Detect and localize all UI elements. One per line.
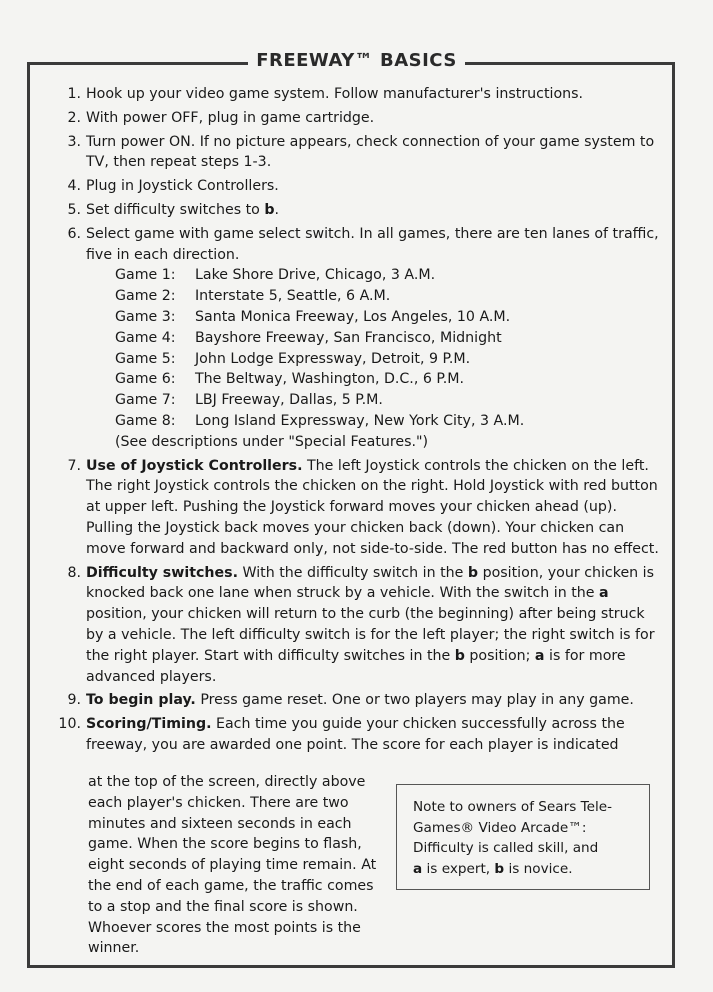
step-number: 6.	[67, 225, 81, 242]
note-line: a is expert, b is novice.	[413, 860, 573, 877]
step-text: Set difficulty switches to b.	[86, 201, 280, 218]
step-2	[60, 108, 660, 129]
step-7	[60, 456, 660, 560]
game-row: Game 8: Long Island Expressway, New York City, 3 A.M.	[115, 412, 525, 429]
step-text: Difficulty switches. With the difficulty switch in the b position, your chicken is knocked back one lane when struck by a vehicle. With the switch in the a position, your chicken will return to the curb (the beginning) after being struck by a vehicle. The left difficulty switch is for the left player; the right switch is for the right player. Start with difficulty switches in the b position; a is for more advanced players.	[86, 564, 655, 685]
page-title: FREEWAY™ BASICS	[248, 48, 465, 74]
steps-list	[60, 84, 660, 759]
game-row: Game 5: John Lodge Expressway, Detroit, 9 P.M.	[115, 350, 471, 367]
step-number: 10.	[58, 716, 81, 733]
step-number: 4.	[67, 178, 81, 195]
step-10	[60, 714, 660, 756]
step-number: 7.	[67, 457, 81, 474]
step-text: Turn power ON. If no picture appears, check connection of your game system to TV, then repeat steps 1-3.	[86, 133, 655, 171]
step-5	[60, 200, 660, 221]
step-number: 5.	[67, 201, 81, 218]
step-4	[60, 176, 660, 197]
title-bar	[0, 48, 713, 74]
step-text: With power OFF, plug in game cartridge.	[86, 109, 375, 126]
step-3	[60, 132, 660, 174]
step-1	[60, 84, 660, 105]
game-row: Game 2: Interstate 5, Seattle, 6 A.M.	[115, 288, 391, 305]
game-row: Game 3: Santa Monica Freeway, Los Angeles, 10 A.M.	[115, 308, 511, 325]
sears-note-box	[396, 784, 650, 890]
step-number: 9.	[67, 692, 81, 709]
step-9	[60, 690, 660, 711]
step-text: Scoring/Timing. Each time you guide your chicken successfully across the freeway, you are awarded one point. The score for each player is indicated	[86, 716, 625, 753]
step-number: 3.	[67, 133, 81, 150]
step-number: 8.	[67, 564, 81, 581]
game-row: Game 4: Bayshore Freeway, San Francisco, Midnight	[115, 329, 502, 346]
game-row: Game 1: Lake Shore Drive, Chicago, 3 A.M.	[115, 267, 436, 284]
step-number: 1.	[67, 86, 81, 102]
games-list	[86, 265, 660, 452]
step-text: Plug in Joystick Controllers.	[86, 178, 279, 195]
note-line: Note to owners of Sears Tele-Games® Video Arcade™:	[413, 799, 613, 836]
step-text: Hook up your video game system. Follow manufacturer's instructions.	[86, 86, 584, 102]
games-note: (See descriptions under "Special Features.")	[115, 433, 429, 450]
step-6	[60, 224, 660, 453]
step-text: To begin play. Press game reset. One or two players may play in any game.	[86, 692, 634, 709]
game-row: Game 6: The Beltway, Washington, D.C., 6 P.M.	[115, 371, 464, 388]
step-text: Select game with game select switch. In all games, there are ten lanes of traffic, five in each direction. Game 1: Lake Shore Drive, Chicago, 3 A.M. Game 2: Interstate 5, Seattle, 6 A.M. Game 3: Santa Monica Freeway, Los Angeles, 10 A.M. Game 4: Bayshore Freeway, San Francisco, Midnight Game 5: John Lodge Expressway, Detroit, 9 P.M. Game 6: The Beltway, Washington, D.C., 6 P.M. Game 7: LBJ Freeway, Dallas, 5 P.M. Game 8: Long Island Expressway, New York City, 3 A.M. (See descriptions under "Special Features.")	[86, 224, 660, 453]
scoring-continued: at the top of the screen, directly above each player's chicken. There are two minutes and sixteen seconds in each game. When the score begins to flash, eight seconds of playing time remain. At the end of each game, the traffic comes to a stop and the final score is shown. Whoever scores the most points is the winner.	[88, 774, 377, 957]
step-8	[60, 563, 660, 688]
note-line: Difficulty is called skill, and	[413, 840, 599, 856]
step-number: 2.	[67, 109, 81, 126]
game-row: Game 7: LBJ Freeway, Dallas, 5 P.M.	[115, 392, 383, 409]
step-text: Use of Joystick Controllers. The left Joystick controls the chicken on the left. The right Joystick controls the chicken on the right. Hold Joystick with red button at upper left. Pushing the Joystick forward moves your chicken ahead (up). Pulling the Joystick back moves your chicken back (down). Your chicken can move forward and backward only, not side-to-side. The red button has no effect.	[86, 457, 659, 557]
